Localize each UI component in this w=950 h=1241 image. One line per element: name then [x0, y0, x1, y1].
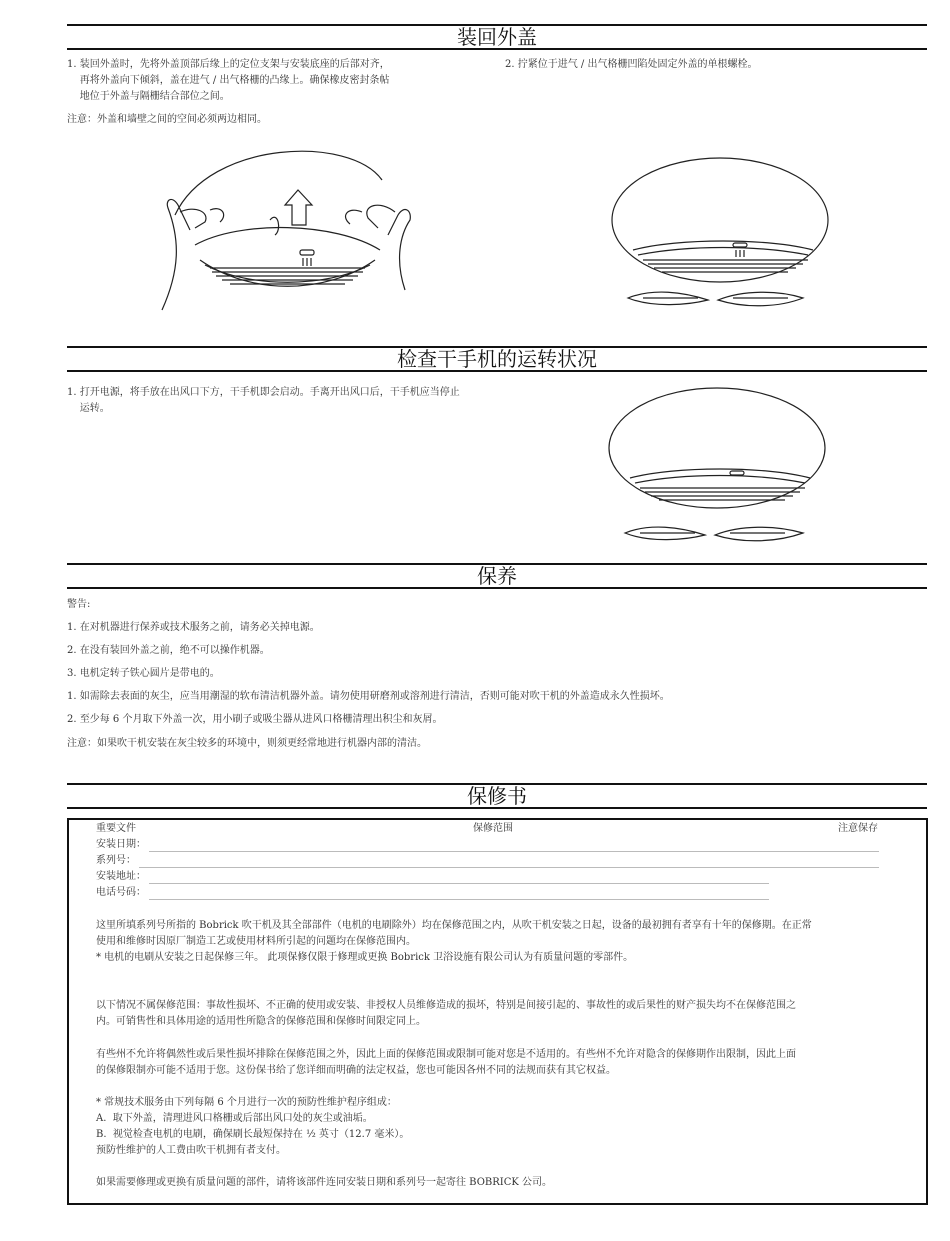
maintenance-line: 1. 如需除去表面的灰尘，应当用潮湿的软布清洁机器外盖。请勿使用研磨剂或溶剂进行清洁，否则可能对吹干机的外盖造成永久性损坏。	[67, 691, 670, 702]
maintenance-line: 2. 至少每 6 个月取下外盖一次，用小刷子或吸尘器从进风口格栅清理出积尘和灰屑。	[67, 714, 443, 725]
maintenance-line: 2. 在没有装回外盖之前，绝不可以操作机器。	[67, 645, 270, 656]
check-step-1: 1. 打开电源，将手放在出风口下方，干手机即会启动。手离开出风口后，干手机应当停止 运转。	[67, 387, 460, 414]
install-date-label: 安装日期：	[96, 839, 146, 850]
warranty-header-center: 保修范围	[473, 823, 513, 834]
dryer-running-illustration	[605, 383, 830, 548]
maintenance-note: 注意：如果吹干机安装在灰尘较多的环境中，则须更经常地进行机器内部的清洁。	[67, 738, 427, 749]
maintenance-line: 1. 在对机器进行保养或技术服务之前，请务必关掉电源。	[67, 622, 320, 633]
section-title-reinstall: 装回外盖	[67, 24, 927, 50]
warranty-header-right: 注意保存	[838, 823, 878, 834]
maintenance-warning-label: 警告:	[67, 599, 91, 610]
install-address-label: 安装地址：	[96, 871, 146, 882]
install-address-field[interactable]	[149, 883, 769, 884]
section-title-check: 检查干手机的运转状况	[67, 346, 927, 372]
section-title-warranty: 保修书	[67, 783, 927, 809]
reinstall-step-1: 1. 装回外盖时，先将外盖顶部后缘上的定位支架与安装底座的后部对齐， 再将外盖向下倾斜，盖在进气 / 出气格栅的凸缘上。确保橡皮密封条帖 地位于外盖与隔栅结合部位之间。	[67, 59, 390, 102]
dryer-installed-illustration	[608, 150, 833, 315]
reinstall-note: 注意：外盖和墙壁之间的空间必须两边相同。	[67, 114, 267, 125]
phone-number-field[interactable]	[149, 899, 769, 900]
serial-number-field[interactable]	[139, 867, 879, 868]
warranty-header-left: 重要文件	[96, 823, 136, 834]
warranty-paragraph-3: 有些州不允许将偶然性或后果性损坏排除在保修范围之外，因此上面的保修范围或限制可能对您是不适用的。有些州不允许对隐含的保修期作出限制，因此上面 的保修限制亦可能不适用于您。这份保书给了您详细而明确的法定权益，您也可能因各州不同的法规而获有其它权益。	[96, 1049, 796, 1076]
warranty-box	[67, 818, 928, 1205]
warranty-paragraph-5: 如果需要修理或更换有质量问题的部件，请将该部件连同安装日期和系列号一起寄往 BOBRICK 公司。	[96, 1177, 553, 1188]
maintenance-line: 3. 电机定转子铁心圆片是带电的。	[67, 668, 220, 679]
warranty-paragraph-1: 这里所填系列号所指的 Bobrick 吹干机及其全部部件（电机的电刷除外）均在保修范围之内，从吹干机安装之日起，设备的最初拥有者享有十年的保修期。在正常 使用和维修时因原厂制造工艺或使用材料所引起的问题均在保修范围内。 * 电机的电刷从安装之日起保修三年。 此项保修仅限于修理或更换 Bobrick 卫浴设施有限公司认为有质量问题的零部件。	[96, 920, 812, 963]
serial-number-label: 系列号：	[96, 855, 136, 866]
reinstall-step-2: 2. 拧紧位于进气 / 出气格栅凹陷处固定外盖的单根螺栓。	[505, 59, 758, 70]
section-title-maintenance: 保养	[67, 563, 927, 589]
warranty-paragraph-4: * 常规技术服务由下列每隔 6 个月进行一次的预防性维护程序组成： A. 取下外盖，清理进风口格栅或后部出风口处的灰尘或油垢。 B. 视觉检查电机的电刷，确保刷长最短保持在 ½ 英寸（12.7 毫米）。 预防性维护的人工费由吹干机拥有者支付。	[96, 1097, 410, 1156]
phone-number-label: 电话号码：	[96, 887, 146, 898]
install-date-field[interactable]	[149, 851, 879, 852]
warranty-paragraph-2: 以下情况不属保修范围：事故性损坏、不正确的使用或安装、非授权人员维修造成的损坏，特别是间接引起的、事故性的或后果性的财产损失均不在保修范围之 内。可销售性和具体用途的适用性所隐含的保修范围和保修时间限定同上。	[96, 1000, 796, 1027]
install-cover-illustration	[150, 150, 420, 315]
